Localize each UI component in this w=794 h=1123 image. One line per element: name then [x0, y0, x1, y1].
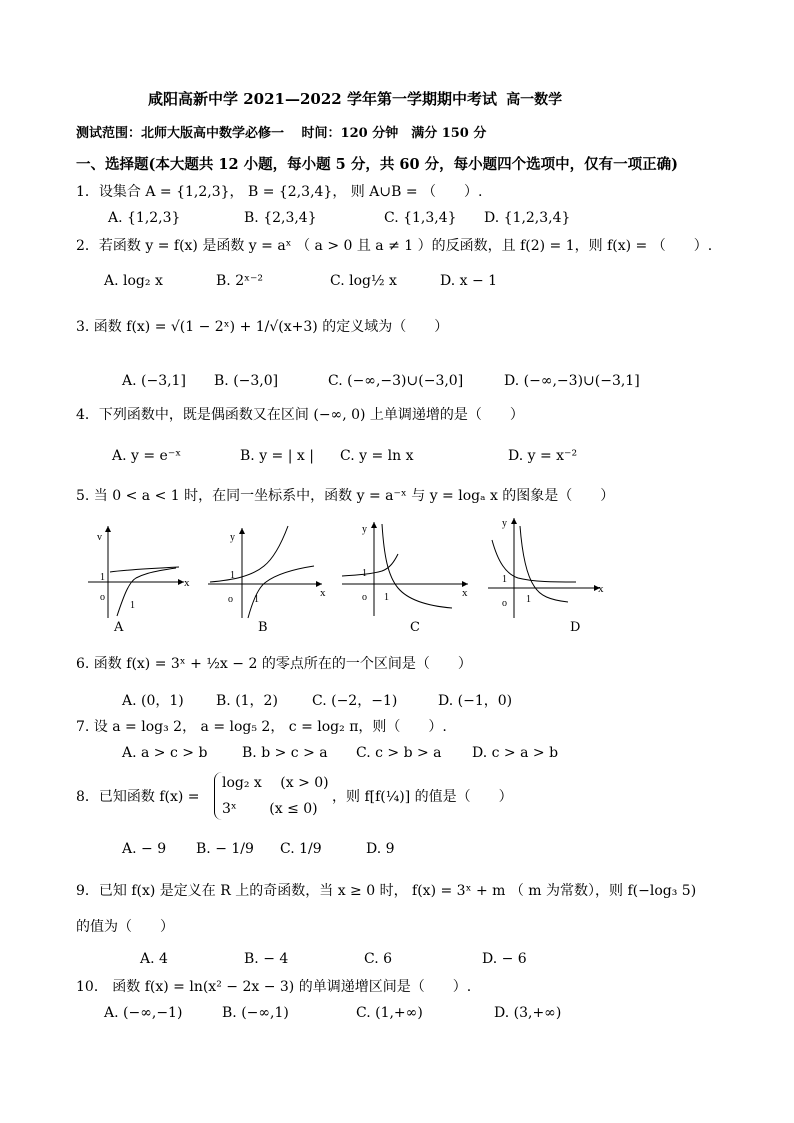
q8-option-a: A. − 9	[122, 841, 167, 857]
q2-option-b: B. 2ˣ⁻²	[216, 273, 264, 289]
q10-option-b: B. (−∞,1)	[222, 1005, 289, 1021]
graph-a-origin: o	[100, 592, 105, 603]
q2-option-d: D. x − 1	[440, 273, 498, 289]
subject-label: 高一数学	[506, 92, 563, 108]
exam-info: 测试范围：北师大版高中数学必修一 时间：120 分钟 满分 150 分	[76, 126, 487, 141]
graph-c-caption: C	[410, 620, 420, 635]
svg-text:v: v	[97, 532, 102, 543]
q2-option-c: C. log½ x	[330, 273, 397, 289]
question-3-stem: 3. 函数 f(x) = √(1 − 2ˣ) + 1/√(x+3) 的定义域为（ ）	[76, 319, 449, 335]
q10-option-d: D. (3,+∞)	[494, 1005, 562, 1021]
question-2-stem: 2．若函数 y = f(x) 是函数 y = aˣ （ a > 0 且 a ≠ 1 ）的反函数，且 f(2) = 1，则 f(x) = （ ）.	[76, 238, 713, 254]
graph-d-x: x	[598, 583, 604, 595]
svg-text:y: y	[362, 524, 367, 535]
q6-option-c: C. (−2，−1)	[312, 693, 398, 709]
q3-option-d: D. (−∞,−3)∪(−3,1]	[504, 373, 640, 389]
q9-option-b: B. − 4	[244, 951, 289, 967]
q1-option-d: D. {1,2,3,4}	[484, 210, 571, 226]
q9-option-c: C. 6	[364, 951, 393, 967]
q7-option-d: D. c > a > b	[472, 745, 559, 761]
q3-option-b: B. (−3,0]	[214, 373, 279, 389]
q9-option-d: D. − 6	[482, 951, 527, 967]
graph-b	[204, 520, 330, 620]
q9-option-a: A. 4	[140, 951, 168, 967]
question-7-stem: 7. 设 a = log₃ 2， a = log₅ 2， c = log₂ π，则（ ）.	[76, 719, 447, 735]
graph-b-origin: o	[228, 594, 233, 605]
graph-c	[338, 516, 478, 620]
q6-option-a: A. (0，1)	[122, 693, 184, 709]
question-8-stem: 8．已知函数 f(x) =	[76, 789, 200, 805]
svg-text:1: 1	[526, 594, 531, 605]
graph-c-x: x	[462, 587, 468, 599]
graph-a-x: x	[184, 577, 190, 589]
graph-b-caption: B	[258, 620, 268, 635]
q8-case-2: 3ˣ (x ≤ 0)	[222, 801, 318, 817]
graph-a-one: 1	[100, 572, 105, 583]
svg-text:1: 1	[254, 594, 259, 605]
q2-option-a: A. log₂ x	[104, 273, 163, 289]
svg-text:1: 1	[384, 592, 389, 603]
graph-c-origin: o	[362, 592, 367, 603]
question-6-stem: 6. 函数 f(x) = 3ˣ + ½x − 2 的零点所在的一个区间是（ ）	[76, 656, 472, 672]
graph-a	[84, 520, 202, 620]
q4-option-c: C. y = ln x	[340, 448, 414, 464]
q8-case-1: log₂ x (x > 0)	[222, 775, 329, 791]
q1-option-b: B. {2,3,4}	[244, 210, 317, 226]
q7-option-b: B. b > c > a	[242, 745, 328, 761]
question-4-stem: 4．下列函数中，既是偶函数又在区间 (−∞, 0) 上单调递增的是（ ）	[76, 407, 524, 423]
q6-option-b: B. (1，2)	[216, 693, 278, 709]
question-5-stem: 5. 当 0 < a < 1 时，在同一坐标系中，函数 y = a⁻ˣ 与 y = logₐ x 的图象是（ ）	[76, 488, 615, 504]
q4-option-a: A. y = e⁻ˣ	[112, 448, 182, 464]
q8-option-c: C. 1/9	[280, 841, 322, 857]
graph-b-y: y	[230, 532, 235, 543]
svg-text:y: y	[502, 518, 507, 529]
question-8-stem-end: ，则 f[f(¼)] 的值是（ ）	[332, 789, 513, 805]
q7-option-c: C. c > b > a	[356, 745, 442, 761]
q8-option-b: B. − 1/9	[196, 841, 254, 857]
q4-option-d: D. y = x⁻²	[508, 448, 578, 464]
question-9-stem: 9．已知 f(x) 是定义在 R 上的奇函数，当 x ≥ 0 时， f(x) = 3ˣ + m （ m 为常数），则 f(−log₃ 5)	[76, 883, 697, 899]
q1-option-c: C. {1,3,4}	[384, 210, 457, 226]
q6-option-d: D. (−1，0)	[438, 693, 513, 709]
graph-d-one: 1	[502, 574, 507, 585]
section-heading: 一、选择题(本大题共 12 小题，每小题 5 分，共 60 分，每小题四个选项中，仅有一项正确)	[76, 156, 678, 173]
graph-d-origin: o	[502, 598, 507, 609]
q8-option-d: D. 9	[366, 841, 395, 857]
q4-option-b: B. y = | x |	[240, 448, 314, 464]
q7-option-a: A. a > c > b	[122, 745, 208, 761]
question-9-stem-cont: 的值为（ ）	[76, 919, 174, 935]
graph-d-caption: D	[570, 620, 581, 635]
graph-b-x: x	[320, 587, 326, 599]
question-1-stem: 1．设集合 A = {1,2,3}， B = {2,3,4}， 则 A∪B = （ ）.	[76, 184, 483, 200]
graph-d	[484, 512, 608, 622]
q10-option-c: C. (1,+∞)	[356, 1005, 423, 1021]
svg-text:1: 1	[130, 600, 135, 611]
graph-a-caption: A	[114, 620, 124, 635]
question-10-stem: 10． 函数 f(x) = ln(x² − 2x − 3) 的单调递增区间是（ ）.	[76, 979, 472, 995]
exam-title: 咸阳高新中学 2021—2022 学年第一学期期中考试 高一数学	[148, 90, 563, 108]
q3-option-c: C. (−∞,−3)∪(−3,0]	[328, 373, 464, 389]
graph-b-one: 1	[230, 570, 235, 581]
graph-c-one: 1	[362, 568, 367, 579]
q10-option-a: A. (−∞,−1)	[104, 1005, 183, 1021]
q1-option-a: A. {1,2,3}	[108, 210, 181, 226]
q3-option-a: A. (−3,1]	[122, 373, 186, 389]
